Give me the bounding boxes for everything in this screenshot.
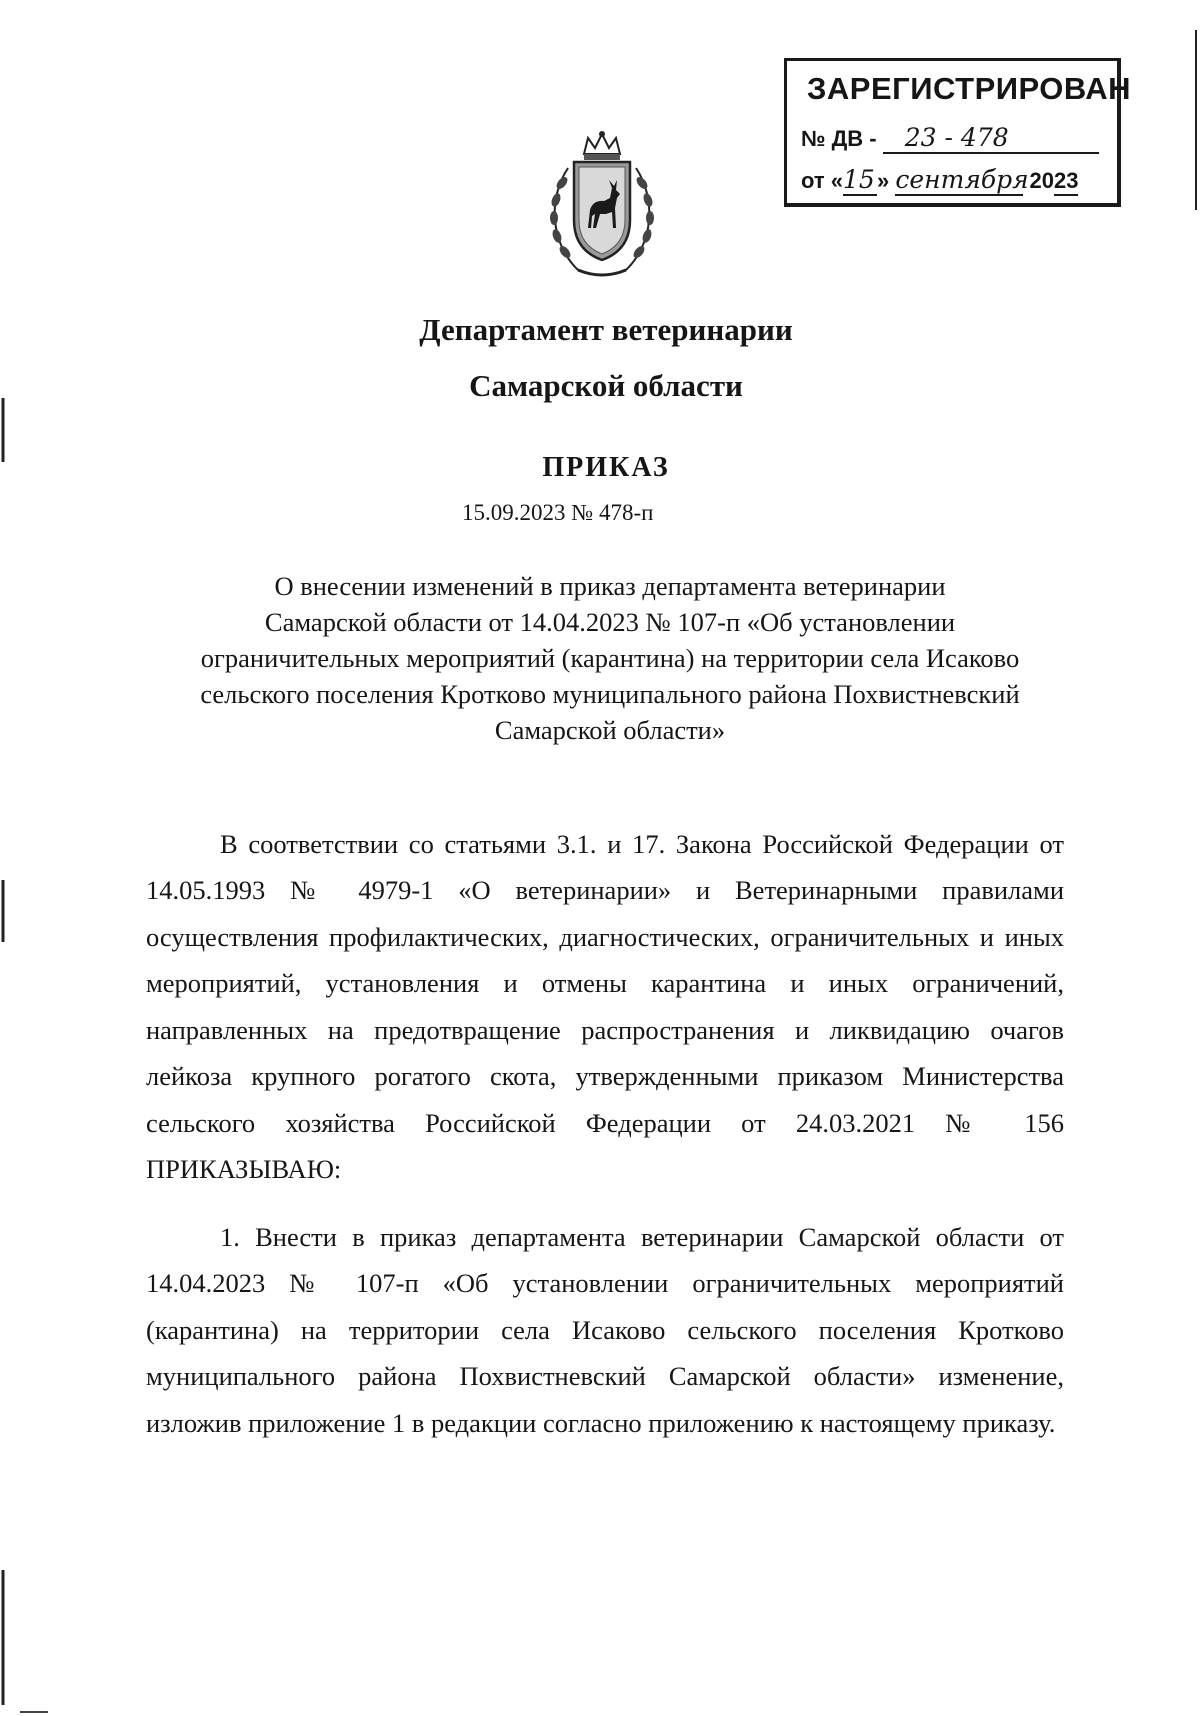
stamp-date-day: 15 — [843, 165, 875, 194]
org-name-line2: Самарской области — [469, 368, 743, 403]
subject-line: О внесении изменений в приказ департамента ветеринарии — [274, 571, 946, 601]
stamp-date-row — [801, 165, 1078, 196]
subject-line: Самарской области» — [494, 715, 726, 745]
stamp-date-month: сентября — [895, 165, 1029, 194]
subject-line: Самарской области от 14.04.2023 № 107-п «Об установлении — [264, 607, 956, 637]
stamp-day-field — [843, 165, 877, 196]
stamp-date-prefix: от « — [801, 168, 844, 193]
stamp-date-year-prefix: 20 — [1029, 168, 1054, 193]
subject-line: сельского поселения Кротково муниципального района Похвистневский — [200, 679, 1020, 709]
registration-stamp — [784, 58, 1132, 207]
document-subject — [130, 568, 1090, 748]
document-type: ПРИКАЗ — [542, 452, 670, 483]
stamp-date-year-suffix: 23 — [1054, 168, 1079, 193]
stamp-month-field — [895, 165, 1029, 196]
org-name-line1: Департамент ветеринарии — [419, 312, 793, 347]
stamp-year-field — [1054, 168, 1078, 196]
samara-coat-of-arms-icon — [538, 128, 666, 282]
order-item-1: 1. Внести в приказ департамента ветеринарии Самарской области от 14.04.2023 № 107-п «Об установлении ограничительных мероприятий (карантина) на территории села Исаково сельского поселения Кротково муниципального района Похвистневский Самарской области» изменение, изложив приложение 1 в редакции согласно приложению к настоящему приказу. — [146, 1221, 1064, 1438]
stamp-title: ЗАРЕГИСТРИРОВАН — [807, 71, 1132, 106]
document-date-number: 15.09.2023 № 478-п — [462, 500, 654, 525]
stamp-number-label: № ДВ - — [801, 126, 877, 151]
stamp-date-mid: » — [877, 168, 890, 193]
stamp-number-field — [883, 123, 1099, 154]
subject-line: ограничительных мероприятий (карантина) на территории села Исаково — [200, 643, 1020, 673]
stamp-number-value: 23 - 478 — [904, 123, 1009, 152]
stamp-number-row — [801, 123, 1099, 154]
preamble-paragraph: В соответствии со статьями 3.1. и 17. Закона Российской Федерации от 14.05.1993 № 4979-1 «О ветеринарии» и Ветеринарными правилами осуществления профилактических, диагностических, ограничительных и иных мероприятий, установления и отмены карантина и иных ограничений, направленных на предотвращение распространения и ликвидацию очагов лейкоза крупного рогатого скота, утвержденными приказом Министерства сельского хозяйства Российской Федерации от 24.03.2021 № 156 ПРИКАЗЫВАЮ: — [146, 828, 1064, 1184]
